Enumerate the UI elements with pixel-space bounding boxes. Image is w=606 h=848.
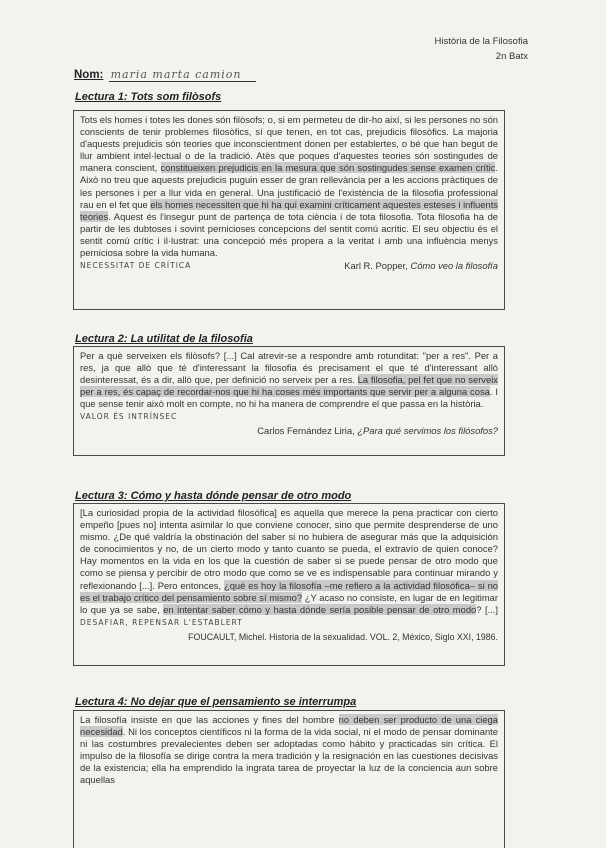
reading-1-highlight-1: constitueixen prejudicis en la mesura que són sostingudes sense examen crític [160,162,496,174]
reading-3-highlight-2: en intentar saber cómo y hasta dónde sería posible pensar de otro modo [163,603,477,615]
reading-2-text-b: . I que sense tenir això molt en compte, no hi ha manera de comprendre el que passa en la història. [80,386,498,410]
course-label: 2n Batx [495,51,528,62]
reading-2-source [80,425,498,437]
reading-4-text-b: . Ni los conceptos científicos ni la forma de la vida social, ni el modo de pensar dominante ni las costumbres prevalecientes deben ser adoptadas como hábito y practicadas sin crítica. El impulso de la filosofía se dirige contra la mera tradición y la resignación en las cuestiones decisivas de la existencia; ella ha emprendido la ingrata tarea de proyectar la luz de la conciencia aun sobre aquellas [80,726,498,786]
reading-1-author: Karl R. Popper, [344,260,411,272]
reading-3-highlight-1: ¿qué es hoy la filosofía –me refiero a la actividad filosófica– si no es el trabajo crítico del pensamiento sobre sí mismo? [80,579,498,603]
page-header [328,34,528,64]
reading-3-source: FOUCAULT, Michel. Historia de la sexualidad. VOL. 2, México, Siglo XXI, 1986. [188,631,498,642]
reading-3-text [80,507,498,629]
reading-1-work: Cómo veo la filosofía [410,260,498,272]
reading-3-box [73,503,505,666]
reading-4-highlight-1: no deben ser producto de una ciega necesidad [80,714,498,738]
reading-2-annotation: VALOR ÉS INTRÍNSEC [80,412,178,422]
reading-1-text-c: . Aquest és l'insegur punt de partença de tota ciència i de tota filosofia. Tota filosofia ha de partir de les dubtoses i sovint pernicioses concepcions del sentit comú acrític. El seu objectiu és el sentit comú crític i il·lustrat: una concepció més propera a la veritat i amb una influència menys perniciosa sobre la vida humana. [80,210,498,259]
reading-1-text-b: . Això no treu que aquests prejudicis puguin esser de gran rellevància per a les accions pràctiques de les persones i per a llur vida en general. Una justificació de l'existència de la filosofia professional rau en el fet que [80,162,498,210]
reading-4-title: Lectura 4: No dejar que el pensamiento se interrumpa [75,696,357,708]
reading-2-title: Lectura 2: La utilitat de la filosofia [75,333,253,345]
reading-1-title: Lectura 1: Tots som filòsofs [75,91,222,103]
reading-1-text-a: Tots els homes i totes les dones són filòsofs; o, si em permeteu de dir-ho així, si les persones no són conscients de tenir problemes filosòfics, sí que tenen, en tot cas, prejudicis filosòfics. La majoria d'aquests prejudicis són teories que inconscientment donen per establertes, o bé que han begut de llur ambient intel·lectual o de la tradició. Atès que poques d'aquestes teories són sostingudes de manera conscient, [80,114,498,174]
reading-4-text [80,714,498,787]
reading-2-text [80,350,498,410]
student-name-line [74,68,534,81]
reading-1-highlight-2: els homes necessiten que hi ha qui examini críticament aquestes esteses i influents teories [80,198,498,222]
reading-4-text-a: La filosofía insiste en que las acciones y fines del hombre [80,714,339,725]
reading-3-text-a: [La curiosidad propia de la actividad filosófica] es aquella que merece la pena practicar con cierto empeño [pues no] intenta asimilar lo que conviene conocer, sino que permite desprenderse de uno mismo. ¿De qué valdría la obstinación del saber si no hubiera de asegurar más que la adquisición de conocimientos y no, de un cierto modo y tanto cuanto se pueda, el extravío de quien conoce? Hay momentos en la vida en los que la cuestión de saber si se puede pensar de otro modo que como se piensa y percibir de otro modo que como se ve es indispensable para continuar mirando y reflexionando [...]. Pero entonces, [80,507,498,591]
reading-1-annotation: NECESSITAT DE CRÍTICA [80,261,192,271]
reading-2-box [73,346,505,456]
reading-3-title: Lectura 3: Cómo y hasta dónde pensar de otro modo [75,490,352,502]
subject-label: Història de la Filosofia [434,36,528,47]
reading-1-footer [80,260,498,272]
reading-3-text-b: ¿Y acaso no consiste, en lugar de en legitimar lo que ya se sabe, [80,591,498,615]
reading-2-author: Carlos Fernández Liria, [257,424,358,436]
name-label: Nom: [74,69,104,81]
reading-2-highlight-1: La filosofia, pel fet que no serveix per a res, és capaç de recordar-nos que hi ha coses més importants que servir per a alguna cosa [80,374,498,398]
reading-3-text-c: ? [...] [476,603,499,615]
reading-2-work: ¿Para qué servimos los filósofos? [357,424,498,436]
handwritten-name: maria marta camion [109,68,256,82]
reading-2-text-a: Per a què serveixen els filòsofs? [...] Cal atrevir-se a respondre amb rotunditat: "per a res". Per a res, ja que allò que té d'interessant la filosofia és precisament el que té d'interessant allò desinteressat, és a dir, allò que, per definició no serveix per a res. [80,350,498,386]
reading-4-box [73,710,505,848]
reading-3-annotation: DESAFIAR, REPENSAR L'ESTABLERT [80,617,243,627]
reading-1-source [344,260,498,272]
reading-1-text [80,114,498,259]
reading-1-box [73,110,505,310]
